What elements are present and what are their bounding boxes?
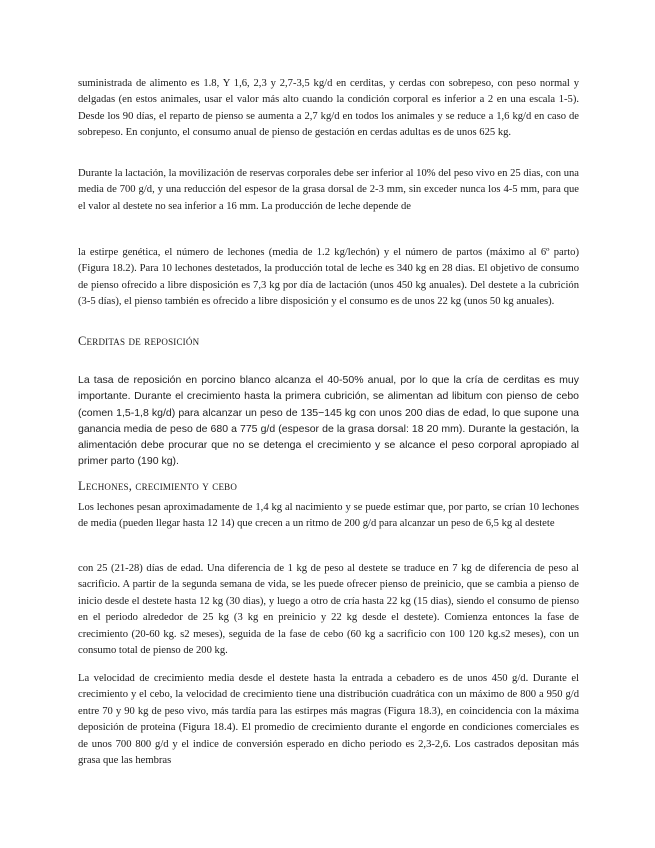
paragraph-gestation-feeding: suministrada de alimento es 1.8, Y 1,6, 2,3 y 2,7-3,5 kg/d en cerditas, y cerdas con sobrepeso, con peso normal y delgadas (en estos animales, usar el valor más alto cuando la condición corporal es inferior a 2 en una escala 1-5). Desde los 90 días, el reparto de pienso se aumenta a 2,7 kg/d en todos los animales y se reduce a 1,6 kg/d en caso de sobrepeso. En conjunto, el consumo anual de pienso de gestación en cerdas adultas es de unos 625 kg. — [78, 78, 579, 139]
paragraph-milk-production: la estirpe genética, el número de lechones (media de 1.2 kg/lechón) y el número de partos (máximo al 6º parto) (Figura 18.2). Para 10 lechones destetados, la producción total de leche es 340 kg en 28 dias. El objetivo de consumo de pienso ofrecido a libre disposición es 7,3 kg por día de lactación (unos 450 kg anuales). Del destete a la cubrición (3-5 días), el pienso también es ofrecido a libre disposición y el consumo es de unos 22 kg (unos 50 kg anuales). — [78, 247, 579, 308]
paragraph-lactation: Durante la lactación, la movilización de reservas corporales debe ser inferior al 10% del peso vivo en 25 dias, con una media de 700 g/d, y una reducción del espesor de la grasa dorsal de 2-3 mm, sin exceder nunca los 4-5 mm, para que el valor al destete no sea inferior a 16 mm. La producción de leche depende de — [78, 168, 579, 212]
paragraph-lechones-destete: con 25 (21-28) días de edad. Una diferencia de 1 kg de peso al destete se traduce en 7 kg de diferencia de peso al sacrificio. A partir de la segunda semana de vida, se les puede ofrecer pienso de preinicio, que se cambia a pienso de inicio desde el destete hasta 12 kg (30 dias), y luego a otro de cría hasta 22 kg (15 dias), siendo el consumo de pienso en el periodo alrededor de 25 kg (3 kg en preinicio y 22 kg desde el destete). Comienza entonces la fase de crecimiento (20-60 kg. s2 meses), seguida de la fase de cebo (60 kg a sacrificio con 100 120 kg.s2 meses), con un consumo total de pienso de 200 kg. — [78, 563, 579, 657]
paragraph-velocidad-crecimiento: La velocidad de crecimiento media desde el destete hasta la entrada a cebadero es de unos 450 g/d. Durante el crecimiento y el cebo, la velocidad de crecimiento tiene una distribución cuadrática con un máximo de 800 a 950 g/d entre 70 y 90 kg de peso vivo, más tardía para las estirpes más magras (Figura 18.3), en coincidencia con la máxima deposición de proteina (Figura 18.4). El promedio de crecimiento durante el engorde en condiciones comerciales es de unos 700 800 g/d y el indice de conversión esperado en dicho periodo es 2,3-2,6. Los castrados depositan más grasa que las hembras — [78, 673, 579, 767]
paragraph-lechones-peso: Los lechones pesan aproximadamente de 1,4 kg al nacimiento y se puede estimar que, por parto, se crían 10 lechones de media (pueden llegar hasta 12 14) que crecen a un ritmo de 200 g/d para alcanzar un peso de 6,5 kg al destete — [78, 502, 579, 530]
heading-cerditas-reposicion: Cerditas de reposición — [78, 334, 200, 348]
paragraph-reposicion: La tasa de reposición en porcino blanco alcanza el 40-50% anual, por lo que la cría de cerditas es muy importante. Durante el crecimiento hasta la primera cubrición, se alimentan ad libitum con pienso de cebo (comen 1,5-1,8 kg/d) para alcanzar un peso de 135−145 kg con unos 200 dias de edad, lo que supone una ganancia media de peso de 680 a 775 g/d (espesor de la grasa dorsal: 18 20 mm). Durante la gestación, la alimentación debe procurar que no se detenga el crecimiento y se alcance el peso corporal apropiado al primer parto (190 kg). — [78, 374, 579, 468]
heading-lechones-crecimiento-cebo: Lechones, crecimiento y cebo — [78, 479, 238, 493]
